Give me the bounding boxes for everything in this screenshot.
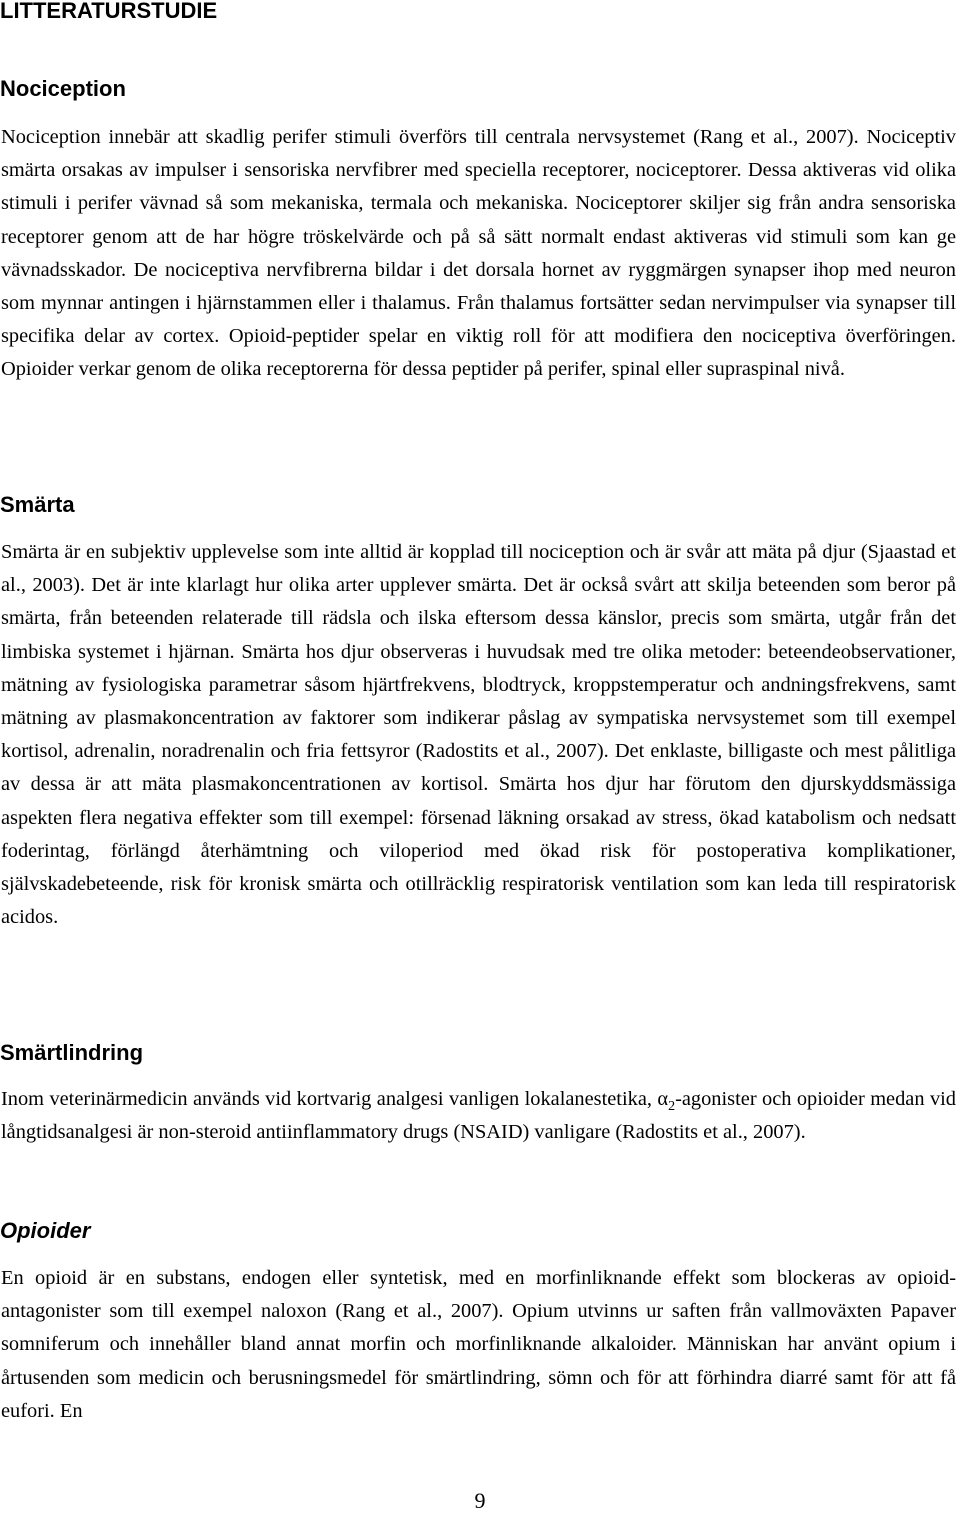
page-number: 9 [474, 1488, 486, 1513]
paragraph-smartlindring-part2: -agonister och opioider medan vid långtidsanalgesi är non-steroid antiinflammatory drugs (NSAID) vanligare (Radostits et al., 2007). [1, 1088, 957, 1144]
heading-opioider: Opioider [0, 1218, 91, 1243]
paragraph-smarta: Smärta är en subjektiv upplevelse som inte alltid är kopplad till nociception och är svår att mäta på djur (Sjaastad et al., 2003). Det är inte klarlagt hur olika arter upplever smärta. Det är också svårt att skilja beteenden som beror på smärta, från beteenden relaterade till rädsla och ilska eftersom dessa känslor, precis som smärta, utgår från det limbiska systemet i hjärnan. Smärta hos djur observeras i huvudsak med tre olika metoder: beteendeobservationer, mätning av fysiologiska parametrar såsom hjärtfrekvens, blodtryck, kroppstemperatur och andningsfrekvens, samt mätning av plasmakoncentration av faktorer som indikerar påslag av sympatiska nervsystemet som till exempel kortisol, adrenalin, noradrenalin och fria fettsyror (Radostits et al., 2007). Det enklaste, billigaste och mest pålitliga av dessa är att mäta plasmakoncentrationen av kortisol. Smärta hos djur har förutom den djurskyddsmässiga aspekten flera negativa effekter som till exempel: försenad läkning orsakad av stress, ökad katabolism och nedsatt foderintag, förlängd återhämtning och viloperiod med ökad risk för postoperativa komplikationer, självskadebeteende, risk för kronisk smärta och otillräcklig respiratorisk ventilation som kan leda till respiratorisk acidos. [1, 541, 956, 929]
paragraph-smartlindring-part1: Inom veterinärmedicin används vid kortvarig analgesi vanligen lokalanestetika, α [1, 1088, 669, 1110]
paragraph-nociception: Nociception innebär att skadlig perifer stimuli överförs till centrala nervsystemet (Rang et al., 2007). Nociceptiv smärta orsakas av impulser i sensoriska nervfibrer med speciella receptorer, nociceptorer. Dessa aktiveras vid olika stimuli i perifer vävnad så som mekaniska, termala och mekaniska. Nociceptorer skiljer sig från andra sensoriska receptorer genom att de har högre tröskelvärde och på så sätt normalt endast aktiveras vid stimuli som kan ge vävnadsskador. De nociceptiva nervfibrerna bildar i det dorsala hornet av ryggmärgen synapser ihop med neuron som mynnar antingen i hjärnstammen eller i thalamus. Från thalamus fortsätter sedan nervimpulser via synapser till specifika delar av cortex. Opioid-peptider spelar en viktig roll för att modifiera den nociceptiva överföringen. Opioider verkar genom de olika receptorerna för dessa peptider på perifer, spinal eller supraspinal nivå. [1, 126, 956, 381]
heading-smarta: Smärta [0, 492, 75, 517]
paragraph-opioider: En opioid är en substans, endogen eller syntetisk, med en morfinliknande effekt som blockeras av opioid-antagonister som till exempel naloxon (Rang et al., 2007). Opium utvinns ur saften från vallmoväxten Papaver somniferum och innehåller bland annat morfin och morfinliknande alkaloider. Människan har använt opium i årtusenden som medicin och berusningsmedel för smärtlindring, sömn och för att förhindra diarré samt för att få eufori. En [1, 1267, 956, 1422]
heading-nociception: Nociception [0, 76, 126, 101]
heading-smartlindring: Smärtlindring [0, 1040, 144, 1065]
paragraph-smartlindring [1, 1083, 956, 1149]
alpha-subscript: 2 [668, 1099, 676, 1115]
document-title: LITTERATURSTUDIE [0, 0, 218, 23]
